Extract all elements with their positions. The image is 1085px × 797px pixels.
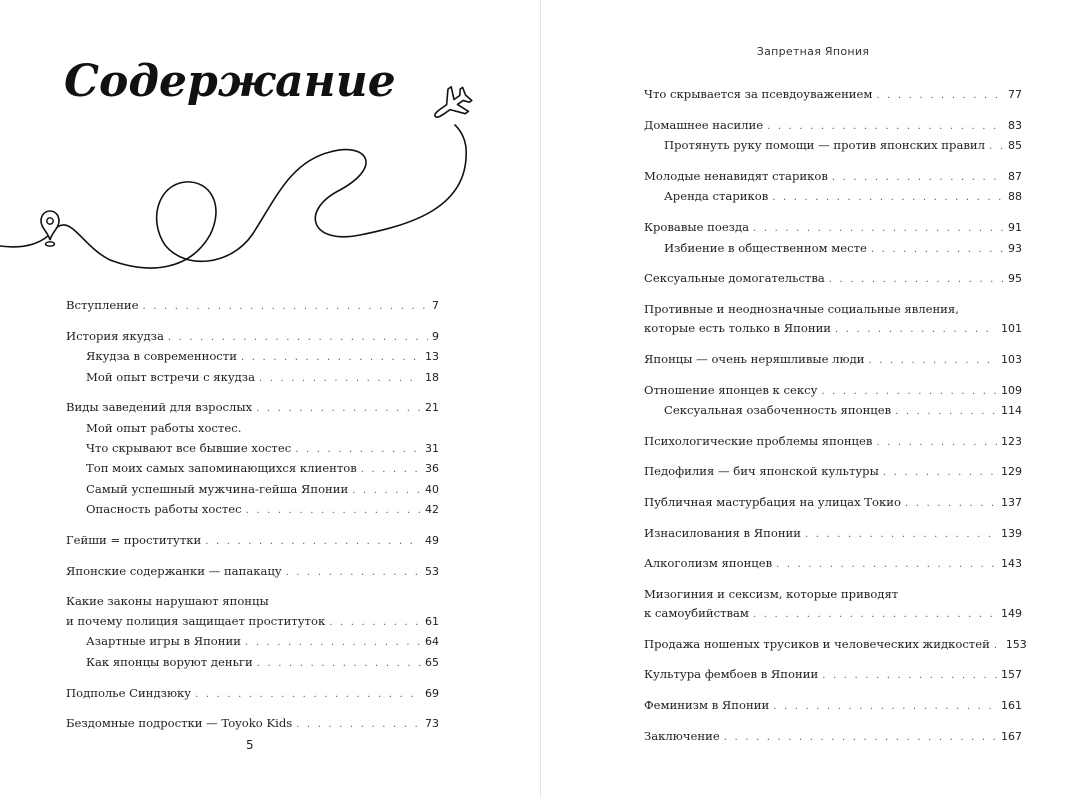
- toc-entry: [644, 300, 1022, 320]
- toc-group: [644, 300, 1022, 340]
- toc-group: [644, 665, 1022, 686]
- toc-page-number: 9: [432, 329, 439, 343]
- dot-leader: [259, 369, 421, 389]
- running-head: Запретная Япония: [756, 45, 870, 58]
- toc-entry: [644, 116, 1022, 137]
- toc-page-number: 13: [425, 350, 439, 364]
- dot-leader: [352, 481, 421, 501]
- toc-entry: [644, 604, 1022, 625]
- dot-leader: [361, 460, 421, 480]
- dot-leader: [994, 636, 1002, 656]
- toc-entry-title: и почему полиция защищает проституток: [66, 613, 326, 628]
- toc-subentry: [66, 653, 439, 674]
- table-of-contents-left: [66, 296, 439, 745]
- toc-entry: [644, 218, 1022, 239]
- toc-entry-title: Алкоголизм японцев: [644, 556, 773, 571]
- toc-page-number: 114: [1001, 404, 1022, 418]
- toc-group: [644, 269, 1022, 290]
- dot-leader: [773, 697, 997, 717]
- toc-page-number: 149: [1001, 607, 1022, 621]
- toc-entry-title: Что скрывается за псевдоуважением: [644, 87, 873, 101]
- toc-page-number: 85: [1008, 139, 1022, 153]
- toc-entry: [644, 665, 1022, 686]
- dot-leader: [876, 433, 997, 453]
- toc-entry: [644, 350, 1022, 371]
- dot-leader: [246, 501, 421, 521]
- contents-title: Содержание: [64, 56, 396, 107]
- location-pin-icon: [41, 211, 59, 246]
- dot-leader: [895, 402, 997, 422]
- toc-page-number: 87: [1008, 169, 1022, 183]
- toc-group: [66, 592, 439, 673]
- toc-entry: [644, 167, 1022, 188]
- toc-entry-title: Якудза в современности: [86, 349, 237, 364]
- toc-page-number: 101: [1001, 322, 1022, 336]
- toc-subentry: [66, 632, 439, 653]
- toc-entry-title: Избиение в общественном месте: [664, 240, 867, 255]
- toc-subentry: [66, 459, 439, 480]
- toc-entry: [644, 696, 1022, 717]
- toc-group: [66, 327, 439, 389]
- toc-entry-title: Культура фембоев в Японии: [644, 667, 819, 682]
- dot-leader: [871, 240, 1004, 260]
- dot-leader: [257, 654, 421, 674]
- toc-entry-title: Продажа ношеных трусиков и человеческих жидкостей: [644, 636, 990, 651]
- toc-entry: [66, 684, 439, 705]
- toc-page-number: 95: [1008, 272, 1022, 286]
- toc-entry: [644, 432, 1022, 453]
- toc-entry-title: Противные и неоднозначные социальные явления,: [644, 301, 959, 316]
- toc-entry: [644, 319, 1022, 340]
- toc-page-number: 77: [1008, 88, 1022, 101]
- toc-entry-title: Бездомные подростки — Toyoko Kids: [66, 716, 293, 731]
- toc-entry: [644, 85, 1022, 106]
- dot-leader: [869, 351, 998, 371]
- toc-entry: [66, 714, 439, 735]
- toc-group: [66, 531, 439, 552]
- toc-entry: [66, 327, 439, 348]
- toc-entry-title: Мизогиния и сексизм, которые приводят: [644, 586, 899, 601]
- toc-entry: [644, 493, 1022, 514]
- dot-leader: [905, 494, 997, 514]
- toc-entry: [644, 635, 1027, 656]
- toc-entry: [66, 592, 439, 612]
- toc-entry: [66, 612, 439, 633]
- toc-page-number: 64: [425, 635, 439, 649]
- toc-group: [644, 554, 1022, 575]
- toc-page-number: 129: [1001, 465, 1022, 479]
- toc-entry: [644, 524, 1022, 545]
- toc-entry: [66, 398, 439, 419]
- toc-entry-title: Какие законы нарушают японцы: [66, 594, 269, 609]
- toc-entry-title: Вступление: [66, 298, 139, 312]
- toc-entry-title: Подполье Синдзюку: [66, 685, 192, 700]
- toc-page-number: 73: [425, 717, 439, 731]
- toc-entry-title: Изнасилования в Японии: [644, 525, 801, 540]
- dot-leader: [195, 685, 421, 705]
- dot-leader: [329, 613, 421, 633]
- toc-page-number: 167: [1001, 729, 1022, 743]
- dot-leader: [143, 297, 428, 317]
- toc-page-number: 7: [432, 299, 439, 312]
- toc-page-number: 40: [425, 482, 439, 496]
- airplane-icon: [427, 82, 476, 129]
- toc-entry-title: к самоубийствам: [644, 606, 749, 621]
- toc-page-number: 61: [425, 614, 439, 628]
- toc-group: [644, 85, 1022, 106]
- toc-group: [644, 350, 1022, 371]
- dot-leader: [805, 525, 997, 545]
- dot-leader: [772, 188, 1004, 208]
- toc-entry: [644, 727, 1022, 748]
- dot-leader: [821, 382, 997, 402]
- toc-group: [644, 524, 1022, 545]
- dot-leader: [245, 633, 421, 653]
- toc-subentry: [644, 239, 1022, 260]
- toc-page-number: 157: [1001, 668, 1022, 682]
- toc-page-number: 91: [1008, 220, 1022, 234]
- toc-entry-title: Отношение японцев к сексу: [644, 382, 818, 397]
- toc-subentry: [644, 187, 1022, 208]
- toc-page-number: 53: [425, 564, 439, 578]
- toc-group: [66, 296, 439, 317]
- toc-entry-title: Кровавые поезда: [644, 219, 750, 234]
- toc-entry-title: Опасность работы хостес: [86, 502, 242, 517]
- toc-entry-title: Аренда стариков: [664, 189, 769, 204]
- toc-entry: [644, 269, 1022, 290]
- toc-entry-title: Мой опыт встречи с якудза: [86, 369, 256, 384]
- toc-entry-title: Феминизм в Японии: [644, 698, 770, 713]
- left-page: [0, 0, 540, 797]
- toc-entry: [644, 381, 1022, 402]
- toc-subentry: [644, 401, 1022, 422]
- toc-subentry: [644, 136, 1022, 157]
- toc-entry-title: Гейши = проститутки: [66, 532, 202, 547]
- toc-entry: [644, 554, 1022, 575]
- toc-page-number: 143: [1001, 557, 1022, 571]
- toc-page-number: 123: [1001, 434, 1022, 448]
- toc-subentry: [66, 439, 439, 460]
- toc-group: [644, 462, 1022, 483]
- dot-leader: [205, 532, 421, 552]
- toc-subentry: [66, 347, 439, 368]
- toc-page-number: 109: [1001, 383, 1022, 397]
- toc-page-number: 153: [1005, 637, 1027, 651]
- toc-entry-title: Психологические проблемы японцев: [644, 433, 873, 448]
- toc-page-number: 42: [425, 503, 439, 517]
- toc-group: [644, 635, 1027, 656]
- toc-page-number: 36: [425, 462, 439, 476]
- toc-page-number: 88: [1008, 190, 1022, 204]
- dot-leader: [753, 219, 1004, 239]
- toc-entry-title: Сексуальная озабоченность японцев: [664, 403, 892, 418]
- dot-leader: [241, 348, 421, 368]
- dot-leader: [883, 463, 997, 483]
- dot-leader: [776, 555, 997, 575]
- toc-entry-title: Виды заведений для взрослых: [66, 400, 253, 415]
- toc-entry-title: Публичная мастурбация на улицах Токио: [644, 494, 901, 509]
- toc-entry-title: Японские содержанки — папакацу: [66, 563, 282, 578]
- toc-entry-title: Педофилия — бич японской культуры: [644, 464, 879, 479]
- dot-leader: [835, 320, 997, 340]
- dot-leader: [753, 605, 997, 625]
- toc-page-number: 93: [1008, 241, 1022, 255]
- toc-page-number: 103: [1001, 352, 1022, 366]
- dot-leader: [829, 270, 1004, 290]
- dot-leader: [832, 168, 1004, 188]
- dot-leader: [767, 117, 1004, 137]
- toc-entry-title: Сексуальные домогательства: [644, 271, 825, 286]
- toc-entry-title: Самый успешный мужчина-гейша Японии: [86, 481, 349, 496]
- dot-leader: [876, 86, 1004, 106]
- flight-path-line: [0, 125, 466, 268]
- toc-page-number: 69: [425, 686, 439, 700]
- toc-entry-title: Топ моих самых запоминающихся клиентов: [86, 461, 357, 476]
- toc-entry-title: Что скрывают все бывшие хостес: [86, 440, 292, 455]
- toc-entry-title: Протянуть руку помощи — против японских правил: [664, 138, 985, 153]
- toc-entry-title: Как японцы воруют деньги: [86, 654, 253, 669]
- dot-leader: [286, 563, 421, 583]
- toc-entry-title: Домашнее насилие: [644, 117, 764, 132]
- toc-page-number: 83: [1008, 118, 1022, 132]
- toc-page-number: 137: [1001, 495, 1022, 509]
- toc-entry-title: История якудза: [66, 328, 164, 343]
- toc-page-number: 65: [425, 655, 439, 669]
- toc-group: [644, 696, 1022, 717]
- dot-leader: [724, 728, 997, 748]
- dot-leader: [256, 399, 421, 419]
- toc-subentry: [66, 480, 439, 501]
- dot-leader: [295, 440, 421, 460]
- toc-page-number: 139: [1001, 526, 1022, 540]
- toc-group: [644, 167, 1022, 208]
- toc-page-number: 161: [1001, 699, 1022, 713]
- toc-entry-title: которые есть только в Японии: [644, 321, 832, 336]
- dot-leader: [168, 328, 428, 348]
- toc-page-number: 21: [425, 401, 439, 415]
- toc-entry-title: Заключение: [644, 728, 720, 743]
- toc-page-number: 31: [425, 441, 439, 455]
- toc-subentry: [66, 419, 439, 439]
- toc-entry-title: Японцы — очень неряшливые люди: [644, 351, 865, 366]
- toc-group: [644, 727, 1022, 748]
- toc-group: [644, 493, 1022, 514]
- toc-page-number: 18: [425, 370, 439, 384]
- toc-entry: [66, 562, 439, 583]
- toc-entry-title: Азартные игры в Японии: [86, 634, 241, 649]
- toc-group: [66, 714, 439, 735]
- toc-subentry: [66, 368, 439, 389]
- dot-leader: [822, 666, 997, 686]
- toc-entry: [66, 531, 439, 552]
- toc-entry: [644, 462, 1022, 483]
- table-of-contents-right: [644, 85, 1027, 757]
- dot-leader: [989, 137, 1004, 157]
- toc-group: [644, 116, 1022, 157]
- toc-group: [644, 585, 1022, 625]
- dot-leader: [296, 715, 421, 735]
- toc-entry: [644, 585, 1022, 605]
- toc-group: [644, 381, 1022, 422]
- flight-path-illustration: [0, 70, 540, 280]
- page-number: 5: [246, 738, 254, 752]
- toc-entry-title: Молодые ненавидят стариков: [644, 168, 828, 183]
- toc-page-number: 49: [425, 533, 439, 547]
- toc-group: [644, 218, 1022, 259]
- toc-entry-title: Мой опыт работы хостес.: [86, 420, 242, 435]
- toc-subentry: [66, 500, 439, 521]
- toc-group: [66, 562, 439, 583]
- right-page: [541, 0, 1085, 797]
- toc-group: [66, 398, 439, 521]
- toc-entry: [66, 296, 439, 317]
- toc-group: [66, 684, 439, 705]
- toc-group: [644, 432, 1022, 453]
